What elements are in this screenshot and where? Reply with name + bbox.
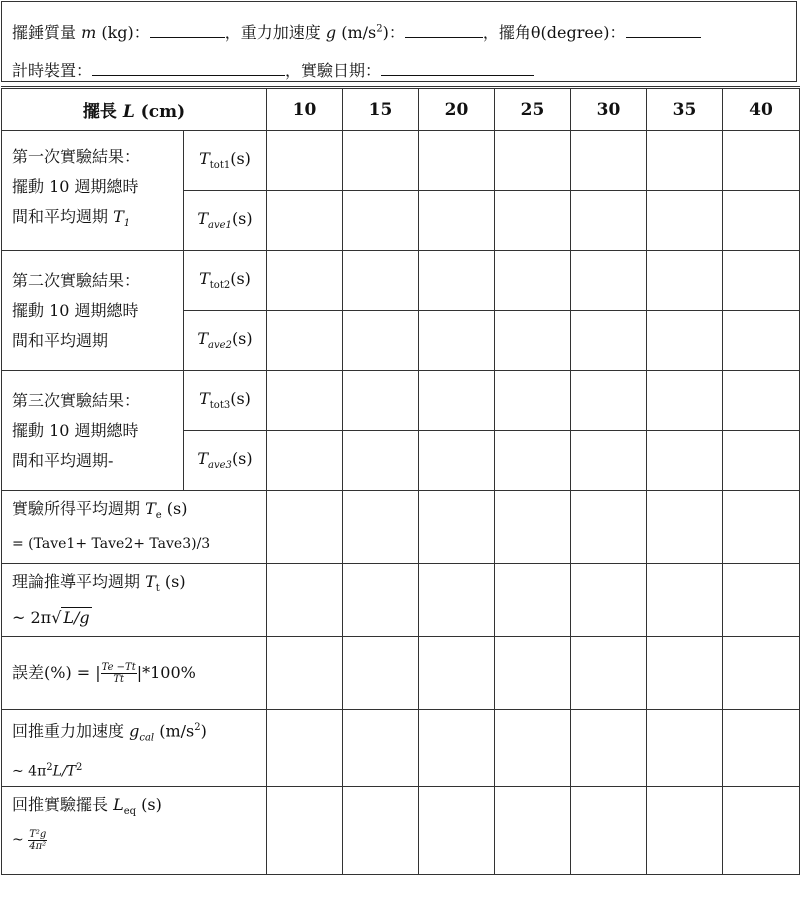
data-cell[interactable] bbox=[495, 131, 571, 191]
gravity-unit-end: )： bbox=[382, 23, 405, 42]
trial-3-total-row bbox=[2, 371, 800, 431]
trial-1-label: 第一次實驗結果： 擺動 10 週期總時 間和平均週期 $T_1$ bbox=[2, 131, 184, 251]
data-cell[interactable] bbox=[343, 491, 419, 564]
gcal-label: 回推重力加速度 $g_{cal}$ $(m/s^2)$ ~ $4\pi^2L/T^2$ bbox=[2, 710, 267, 787]
data-cell[interactable] bbox=[495, 564, 571, 637]
trial-2-label: 第二次實驗結果： 擺動 10 週期總時 間和平均週期 bbox=[2, 251, 184, 371]
date-label: ，實驗日期： bbox=[285, 61, 382, 80]
data-cell[interactable] bbox=[647, 491, 723, 564]
data-cell[interactable] bbox=[571, 251, 647, 311]
data-cell[interactable] bbox=[571, 564, 647, 637]
gravity-blank[interactable] bbox=[405, 23, 483, 38]
data-cell[interactable] bbox=[723, 710, 800, 787]
data-cell[interactable] bbox=[723, 787, 800, 875]
angle-blank[interactable] bbox=[626, 23, 701, 38]
data-cell[interactable] bbox=[571, 637, 647, 710]
data-cell[interactable] bbox=[267, 710, 343, 787]
data-cell[interactable] bbox=[495, 710, 571, 787]
mass-var: m bbox=[81, 23, 97, 42]
data-cell[interactable] bbox=[267, 191, 343, 251]
data-cell[interactable] bbox=[267, 251, 343, 311]
data-cell[interactable] bbox=[495, 191, 571, 251]
data-cell[interactable] bbox=[723, 311, 800, 371]
data-cell[interactable] bbox=[571, 491, 647, 564]
header-row bbox=[2, 88, 800, 131]
length-col-15: 15 bbox=[343, 88, 419, 131]
trial-3-label: 第三次實驗結果： 擺動 10 週期總時 間和平均週期- bbox=[2, 371, 184, 491]
length-col-25: 25 bbox=[495, 88, 571, 131]
trial-2-ave-label: $T_{ave2}(s)$ bbox=[184, 311, 267, 371]
length-col-30: 30 bbox=[571, 88, 647, 131]
timer-blank[interactable] bbox=[92, 61, 285, 76]
trial-1-total-row bbox=[2, 131, 800, 191]
data-cell[interactable] bbox=[723, 637, 800, 710]
data-cell[interactable] bbox=[723, 431, 800, 491]
exp-avg-formula: = (Tave1+ Tave2+ Tave3)/3 bbox=[12, 536, 211, 553]
data-cell[interactable] bbox=[647, 371, 723, 431]
gravity-label: ，重力加速度 bbox=[224, 23, 326, 42]
data-cell[interactable] bbox=[343, 710, 419, 787]
data-cell[interactable] bbox=[267, 311, 343, 371]
length-col-35: 35 bbox=[647, 88, 723, 131]
data-cell[interactable] bbox=[571, 131, 647, 191]
data-cell[interactable] bbox=[571, 431, 647, 491]
data-cell[interactable] bbox=[343, 251, 419, 311]
data-cell[interactable] bbox=[647, 191, 723, 251]
length-col-10: 10 bbox=[267, 88, 343, 131]
length-header: 擺長 L (cm) bbox=[2, 88, 267, 131]
leq-label: 回推實驗擺長 $L_{eq}$ (s) ~ $\frac{\text{T²g}}{\text{4π²}}$ bbox=[2, 787, 267, 875]
data-cell[interactable] bbox=[267, 787, 343, 875]
data-cell[interactable] bbox=[419, 637, 495, 710]
pendulum-data-table bbox=[1, 86, 800, 875]
data-cell[interactable] bbox=[343, 431, 419, 491]
mass-unit: (kg)： bbox=[96, 23, 150, 42]
data-cell[interactable] bbox=[647, 564, 723, 637]
length-col-20: 20 bbox=[419, 88, 495, 131]
data-cell[interactable] bbox=[571, 371, 647, 431]
trial-rows bbox=[2, 131, 800, 491]
data-cell[interactable] bbox=[723, 191, 800, 251]
gcal-row bbox=[2, 710, 800, 787]
data-cell[interactable] bbox=[419, 131, 495, 191]
data-cell[interactable] bbox=[647, 251, 723, 311]
data-cell[interactable] bbox=[647, 637, 723, 710]
trial-3-ave-label: $T_{ave3}(s)$ bbox=[184, 431, 267, 491]
data-cell[interactable] bbox=[419, 371, 495, 431]
data-cell[interactable] bbox=[267, 371, 343, 431]
data-cell[interactable] bbox=[723, 491, 800, 564]
data-cell[interactable] bbox=[647, 131, 723, 191]
date-blank[interactable] bbox=[381, 61, 534, 76]
info-line-1 bbox=[12, 20, 701, 43]
data-cell[interactable] bbox=[723, 371, 800, 431]
gravity-unit: (m/s bbox=[336, 23, 377, 42]
timer-label: 計時裝置： bbox=[12, 61, 93, 80]
data-cell[interactable] bbox=[495, 251, 571, 311]
exp-avg-label: 實驗所得平均週期 $T_e$ (s) = (Tave1+ Tave2+ Tave3)/3 bbox=[2, 491, 267, 564]
gravity-unit-sup: 2 bbox=[376, 23, 383, 35]
data-cell[interactable] bbox=[267, 564, 343, 637]
data-cell[interactable] bbox=[343, 131, 419, 191]
data-cell[interactable] bbox=[343, 311, 419, 371]
data-cell[interactable] bbox=[419, 431, 495, 491]
info-line-2 bbox=[12, 58, 534, 81]
data-cell[interactable] bbox=[343, 564, 419, 637]
mass-label: 擺錘質量 bbox=[12, 23, 82, 42]
data-cell[interactable] bbox=[723, 564, 800, 637]
data-cell[interactable] bbox=[495, 787, 571, 875]
data-cell[interactable] bbox=[571, 710, 647, 787]
data-cell[interactable] bbox=[419, 710, 495, 787]
experiment-info-box bbox=[1, 1, 797, 82]
error-row bbox=[2, 637, 800, 710]
theory-row bbox=[2, 564, 800, 637]
data-cell[interactable] bbox=[571, 787, 647, 875]
data-cell[interactable] bbox=[419, 787, 495, 875]
data-cell[interactable] bbox=[495, 491, 571, 564]
trial-2-tot-label: $T_{tot2}(s)$ bbox=[184, 251, 267, 311]
trial-1-ave-label: $T_{ave1}(s)$ bbox=[184, 191, 267, 251]
data-cell[interactable] bbox=[723, 131, 800, 191]
trial-3-tot-label: $T_{tot3}(s)$ bbox=[184, 371, 267, 431]
data-cell[interactable] bbox=[267, 131, 343, 191]
theory-label: 理論推導平均週期 $T_t$ (s) ~ 2π√ L/g bbox=[2, 564, 267, 637]
data-cell[interactable] bbox=[419, 191, 495, 251]
data-cell[interactable] bbox=[343, 637, 419, 710]
data-cell[interactable] bbox=[419, 311, 495, 371]
trial-2-total-row bbox=[2, 251, 800, 311]
data-cell[interactable] bbox=[571, 191, 647, 251]
data-cell[interactable] bbox=[419, 491, 495, 564]
data-cell[interactable] bbox=[267, 637, 343, 710]
data-cell[interactable] bbox=[495, 637, 571, 710]
leq-row bbox=[2, 787, 800, 875]
error-label: 誤差(%) = | $\frac{Te -Tt}{Tt}|*100\%$ bbox=[2, 637, 267, 710]
gravity-var: g bbox=[325, 23, 337, 42]
angle-label: ，擺角θ(degree)： bbox=[482, 23, 626, 42]
data-cell[interactable] bbox=[419, 564, 495, 637]
data-cell[interactable] bbox=[343, 787, 419, 875]
data-cell[interactable] bbox=[647, 787, 723, 875]
data-cell[interactable] bbox=[267, 491, 343, 564]
data-cell[interactable] bbox=[647, 431, 723, 491]
mass-blank[interactable] bbox=[150, 23, 225, 38]
data-cell[interactable] bbox=[723, 251, 800, 311]
data-cell[interactable] bbox=[647, 710, 723, 787]
length-col-40: 40 bbox=[723, 88, 800, 131]
leq-fraction: $\frac{\text{T²g}}{\text{4π²}}$ bbox=[29, 828, 47, 852]
data-cell[interactable] bbox=[267, 431, 343, 491]
data-cell[interactable] bbox=[495, 311, 571, 371]
data-cell[interactable] bbox=[343, 191, 419, 251]
data-cell[interactable] bbox=[647, 311, 723, 371]
data-cell[interactable] bbox=[419, 251, 495, 311]
error-fraction: $\frac{Te -Tt}{Tt}$ bbox=[101, 662, 136, 685]
data-cell[interactable] bbox=[495, 431, 571, 491]
data-cell[interactable] bbox=[495, 371, 571, 431]
trial-1-tot-label: $T_{tot1}(s)$ bbox=[184, 131, 267, 191]
exp-avg-row bbox=[2, 491, 800, 564]
data-cell[interactable] bbox=[343, 371, 419, 431]
data-cell[interactable] bbox=[571, 311, 647, 371]
